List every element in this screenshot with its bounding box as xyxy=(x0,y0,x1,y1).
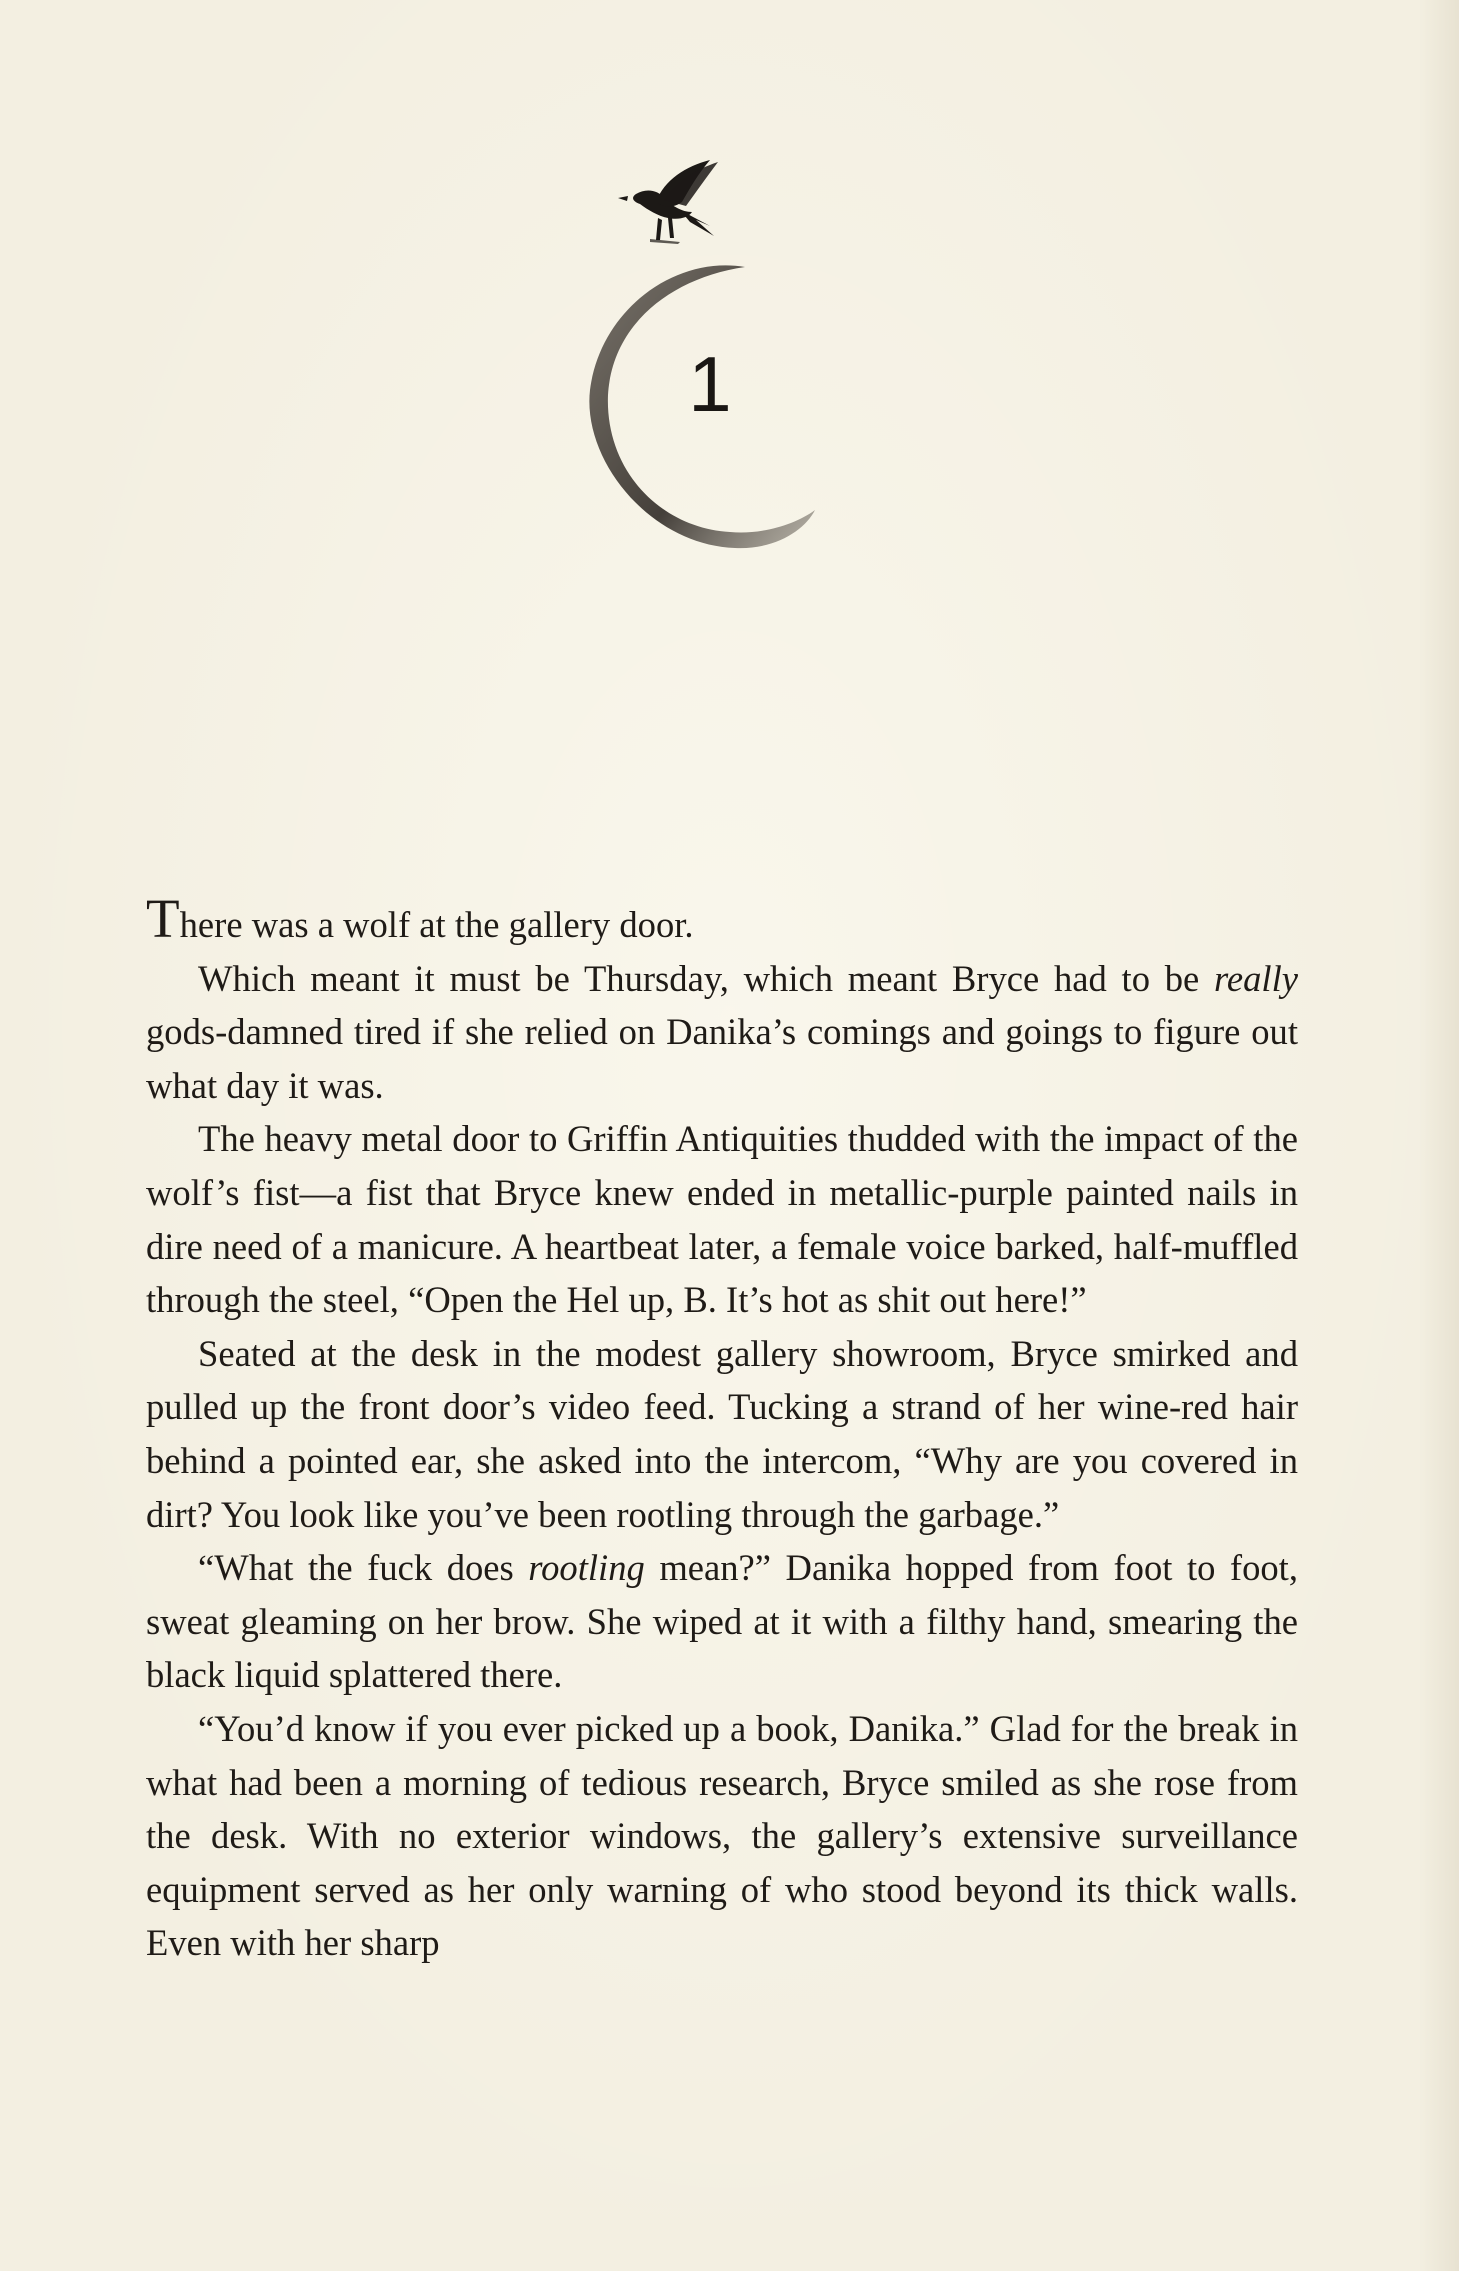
paragraph-text: “What the fuck does xyxy=(198,1547,529,1589)
paragraph-text: here was a wolf at the gallery door. xyxy=(179,904,694,945)
paragraph xyxy=(146,1541,1298,1702)
paragraph-text: Seated at the desk in the modest gallery showroom, Bryce smirked and pulled up the front door’s video feed. Tucking a strand of her wine-red hair behind a pointed ear, she asked into the intercom, “Why are you covered in dirt? You look like you’ve been rootling through the garbage.” xyxy=(146,1332,1298,1535)
drop-cap: T xyxy=(146,888,180,949)
paragraph-text: gods-damned tired if she relied on Danika’s comings and goings to figure out what day it was. xyxy=(146,1011,1298,1106)
paragraph xyxy=(146,1327,1298,1541)
paragraph xyxy=(146,1702,1298,1970)
page-gutter-shadow xyxy=(1419,0,1459,2271)
paragraph xyxy=(146,888,1298,952)
emphasis-text: rootling xyxy=(528,1547,645,1589)
paragraph-text: “You’d know if you ever picked up a book, Danika.” Glad for the break in what had been a morning of tedious research, Bryce smiled as she rose from the desk. With no exterior windows, the gallery’s extensive surveillance equipment served as her only warning of who stood beyond its thick walls. Even with her sharp xyxy=(146,1707,1298,1964)
paragraph-text: The heavy metal door to Griffin Antiquities thudded with the impact of the wolf’s fist—a fist that Bryce knew ended in metallic-purple painted nails in dire need of a manicure. A heartbeat later, a female voice barked, half-muffled through the steel, “Open the Hel up, B. It’s hot as shit out here!” xyxy=(146,1118,1298,1321)
paragraph-text: mean?” Danika hopped from foot to foot, sweat gleaming on her brow. She wiped at it with a filthy hand, smearing the black liquid splattered there. xyxy=(146,1547,1298,1696)
chapter-body-text xyxy=(146,888,1298,1970)
chapter-number: 1 xyxy=(688,340,732,428)
emphasis-text: really xyxy=(1214,957,1298,999)
paragraph-text: Which meant it must be Thursday, which meant Bryce had to be xyxy=(198,957,1215,999)
paragraph xyxy=(146,952,1298,1113)
paragraph xyxy=(146,1112,1298,1326)
